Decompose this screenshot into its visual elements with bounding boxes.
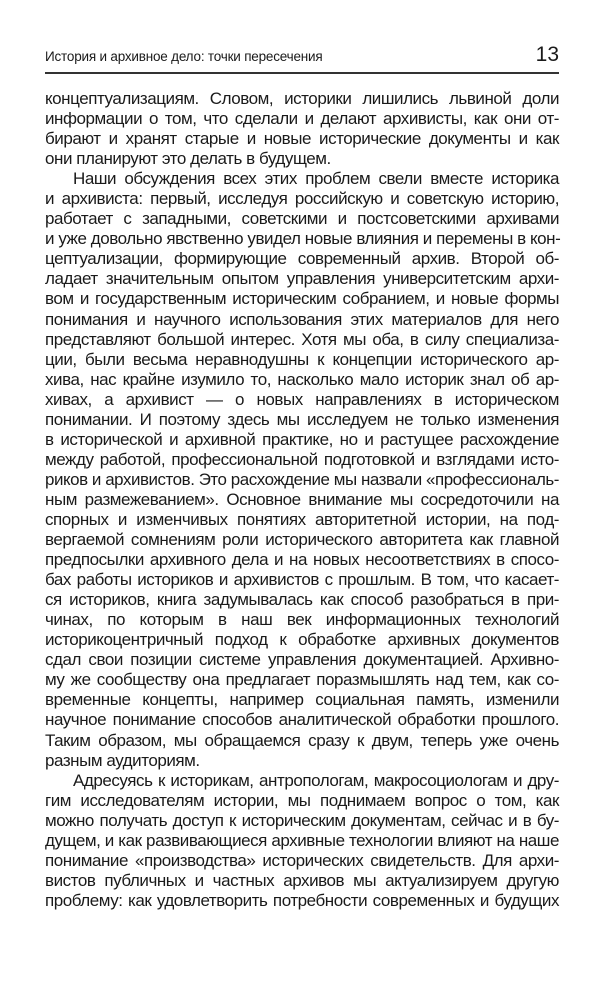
text-line: чинах, по которым в наш век информационных технологий (45, 610, 559, 630)
paragraph (45, 89, 559, 169)
running-head-title: История и архивное дело: точки пересечения (45, 49, 323, 64)
text-line: Наши обсуждения всех этих проблем свели вместе историка (73, 169, 559, 189)
paragraph (45, 169, 559, 770)
text-line: предпосылки архивного дела и на новых несоответствиях в спосо- (45, 550, 559, 570)
text-line: хива, нас крайне изумило то, насколько мало историк знал об ар- (45, 369, 559, 389)
text-line: вергаемой сомнениям роли исторического авторитета как главной (45, 530, 559, 550)
text-line: Таким образом, мы обращаемся сразу к двум, теперь уже очень (45, 730, 559, 750)
text-line: му же сообществу она предлагает поразмышлять над тем, как со- (45, 670, 559, 690)
text-line: и уже довольно явственно увидел новые влияния и перемены в кон- (45, 229, 561, 249)
page-number: 13 (535, 43, 559, 66)
body-text (45, 89, 559, 911)
text-line: дущем, и как развивающиеся архивные технологии влияют на наше (45, 830, 559, 850)
text-line: понимания и научного использования этих материалов для него (45, 309, 559, 329)
text-line: риков и архивистов. Это расхождение мы назвали «профессиональ- (45, 469, 559, 489)
text-line: в исторической и архивной практике, но и растущее расхождение (45, 429, 559, 449)
text-line: представляют большой интерес. Хотя мы оба, в силу специализа- (45, 329, 559, 349)
text-line: ся историков, книга задумывалась как способ разобраться в при- (45, 590, 559, 610)
text-line: временные концепты, например социальная память, изменили (45, 690, 559, 710)
text-line: ции, были весьма неравнодушны к концепции исторического ар- (45, 349, 559, 369)
text-line: между работой, профессиональной подготовкой и взглядами исто- (45, 449, 559, 469)
text-line: сдал свои позиции системе управления документацией. Архивно- (45, 650, 559, 670)
text-line: информации о том, что сделали и делают архивисты, как они от- (45, 109, 559, 129)
text-line: они планируют это делать в будущем. (45, 149, 331, 169)
text-line: понимание «производства» исторических свидетельств. Для архи- (45, 850, 559, 870)
text-line: концептуализациям. Словом, историки лишились львиной доли (45, 89, 559, 108)
paragraph (45, 771, 559, 911)
running-head (45, 38, 559, 74)
text-line: хивах, а архивист — о новых направлениях в историческом (45, 389, 559, 409)
text-line: понимании. И поэтому здесь мы исследуем не только изменения (45, 409, 559, 429)
text-line: бах работы историков и архивистов с прошлым. В том, что касает- (45, 570, 559, 590)
text-line: историкоцентричный подход к обработке архивных документов (45, 630, 559, 650)
text-line: можно получать доступ к историческим документам, сейчас и в бу- (45, 810, 559, 830)
text-line: работает с западными, советскими и постсоветскими архивами (45, 209, 559, 229)
text-line: ладает значительным опытом управления университетским архи- (45, 269, 559, 289)
text-line: проблему: как удовлетворить потребности современных и будущих (45, 890, 559, 910)
text-line: научное понимание способов аналитической обработки прошлого. (45, 710, 559, 730)
text-line: спорных и изменчивых понятиях авторитетной истории, на под- (45, 509, 559, 529)
text-line: ным размежеванием». Основное внимание мы сосредоточили на (45, 489, 559, 509)
text-line: вом и государственным историческим собранием, и новые формы (45, 289, 559, 309)
text-line: Адресуясь к историкам, антропологам, макросоциологам и дру- (73, 770, 559, 790)
text-line: и архивиста: первый, исследуя российскую и советскую историю, (45, 189, 559, 209)
text-line: разным аудиториям. (45, 750, 200, 770)
text-line: бирают и хранят старые и новые исторические документы и как (45, 129, 559, 149)
text-line: цептуализации, формирующие современный архив. Второй об- (45, 249, 559, 269)
text-line: вистов публичных и частных архивов мы актуализируем другую (45, 870, 559, 890)
text-line: гим исследователям истории, мы поднимаем вопрос о том, как (45, 790, 559, 810)
